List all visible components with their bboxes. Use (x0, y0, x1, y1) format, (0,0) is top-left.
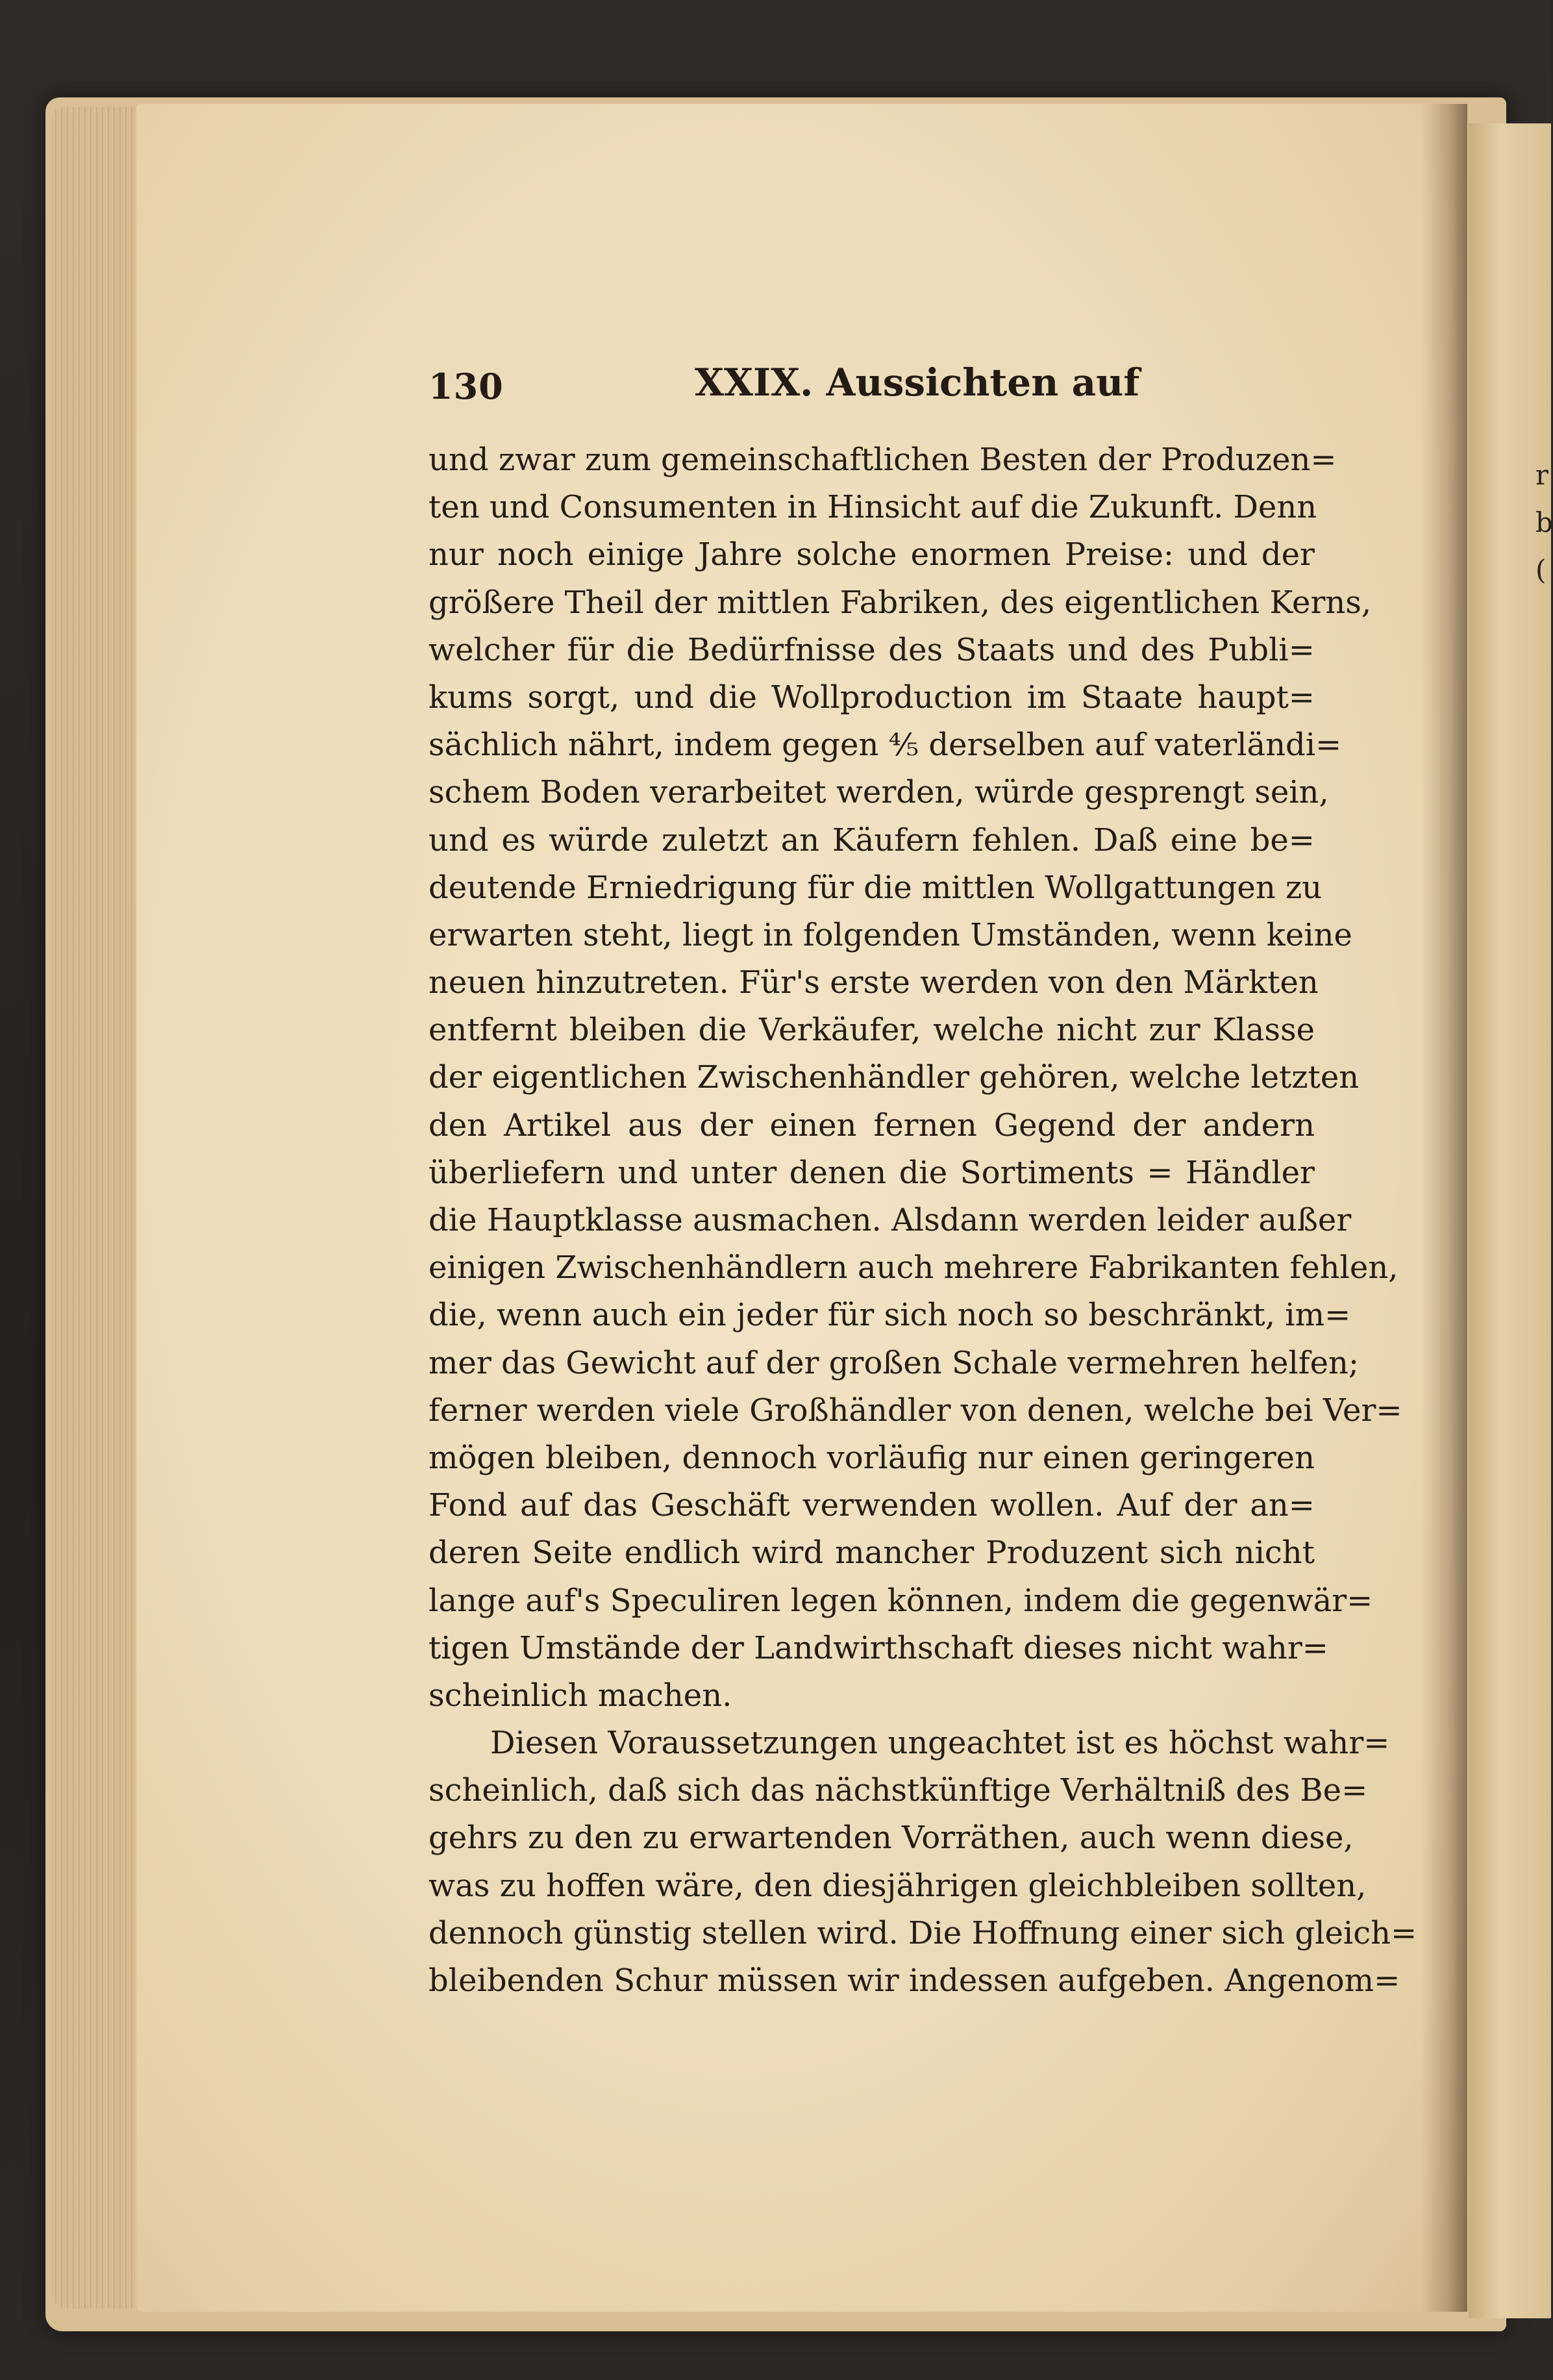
page-number: 130 (429, 366, 504, 407)
text-line: scheinlich, daß sich das nächstkünftige Verhältniß des Be= (429, 1772, 1368, 1809)
text-line: deutende Erniedrigung für die mittlen Wollgattungen zu (429, 869, 1323, 906)
text-line: kums sorgt, und die Wollproduction im Staate haupt= (429, 679, 1315, 716)
text-line: größere Theil der mittlen Fabriken, des eigentlichen Kerns, (429, 584, 1372, 621)
text-line: Diesen Voraussetzungen ungeachtet ist es höchst wahr= (490, 1725, 1390, 1762)
text-line: bleibenden Schur müssen wir indessen aufgeben. Angenom= (429, 1962, 1400, 1999)
text-line: erwarten steht, liegt in folgenden Umständen, wenn keine (429, 916, 1352, 953)
text-line: die, wenn auch ein jeder für sich noch so beschränkt, im= (429, 1297, 1351, 1334)
text-line: ten und Consumenten in Hinsicht auf die Zukunft. Denn (429, 489, 1317, 526)
page-edges (52, 107, 149, 2309)
text-line: und zwar zum gemeinschaftlichen Besten der Produzen= (429, 442, 1337, 478)
facing-page-edge (1469, 123, 1551, 2318)
text-line: tigen Umstände der Landwirthschaft dieses nicht wahr= (429, 1629, 1328, 1666)
text-line: gehrs zu den zu erwartenden Vorräthen, auch wenn diese, (429, 1820, 1354, 1857)
text-line: ferner werden viele Großhändler von denen, welche bei Ver= (429, 1392, 1402, 1429)
text-line: die Hauptklasse ausmachen. Alsdann werden leider außer (429, 1202, 1352, 1238)
text-line: deren Seite endlich wird mancher Produzent sich nicht (429, 1534, 1315, 1572)
running-head: XXIX. Aussichten auf (695, 360, 1140, 405)
text-line: mer das Gewicht auf der großen Schale vermehren helfen; (429, 1344, 1360, 1381)
text-line: Fond auf das Geschäft verwenden wollen. Auf der an= (429, 1487, 1315, 1524)
page-header (429, 360, 1337, 412)
text-line: und es würde zuletzt an Käufern fehlen. Daß eine be= (429, 821, 1315, 858)
text-line: entfernt bleiben die Verkäufer, welche nicht zur Klasse (429, 1012, 1315, 1049)
text-line: sächlich nährt, indem gegen ⅘ derselben auf vaterländi= (429, 727, 1342, 764)
facing-page-fragment: r (1535, 459, 1549, 491)
text-line: welcher für die Bedürfnisse des Staats und des Publi= (429, 631, 1315, 668)
paragraph-1 (429, 436, 1402, 1720)
text-line: mögen bleiben, dennoch vorläufig nur einen geringeren (429, 1439, 1315, 1476)
facing-page-fragment: b (1535, 507, 1553, 538)
text-line: überliefern und unter denen die Sortiments = Händler (429, 1154, 1315, 1191)
text-line: den Artikel aus der einen fernen Gegend der andern (429, 1107, 1315, 1144)
text-line: scheinlich machen. (429, 1677, 732, 1714)
gutter-shadow (1422, 104, 1467, 2312)
facing-page-fragment: ( (1535, 554, 1547, 586)
text-line: schem Boden verarbeitet werden, würde gesprengt sein, (429, 774, 1329, 811)
text-line: dennoch günstig stellen wird. Die Hoffnung einer sich gleich= (429, 1914, 1417, 1951)
text-line: lange auf's Speculiren legen können, indem die gegenwär= (429, 1582, 1373, 1619)
text-line: nur noch einige Jahre solche enormen Preise: und der (429, 536, 1315, 573)
text-line: der eigentlichen Zwischenhändler gehören, welche letzten (429, 1059, 1360, 1096)
text-line: neuen hinzutreten. Für's erste werden von den Märkten (429, 964, 1319, 1001)
paragraph-2 (429, 1720, 1417, 2005)
text-line: was zu hoffen wäre, den diesjährigen gleichbleiben sollten, (429, 1867, 1367, 1904)
body-text (429, 436, 1417, 2005)
text-line: einigen Zwischenhändlern auch mehrere Fabrikanten fehlen, (429, 1249, 1398, 1286)
